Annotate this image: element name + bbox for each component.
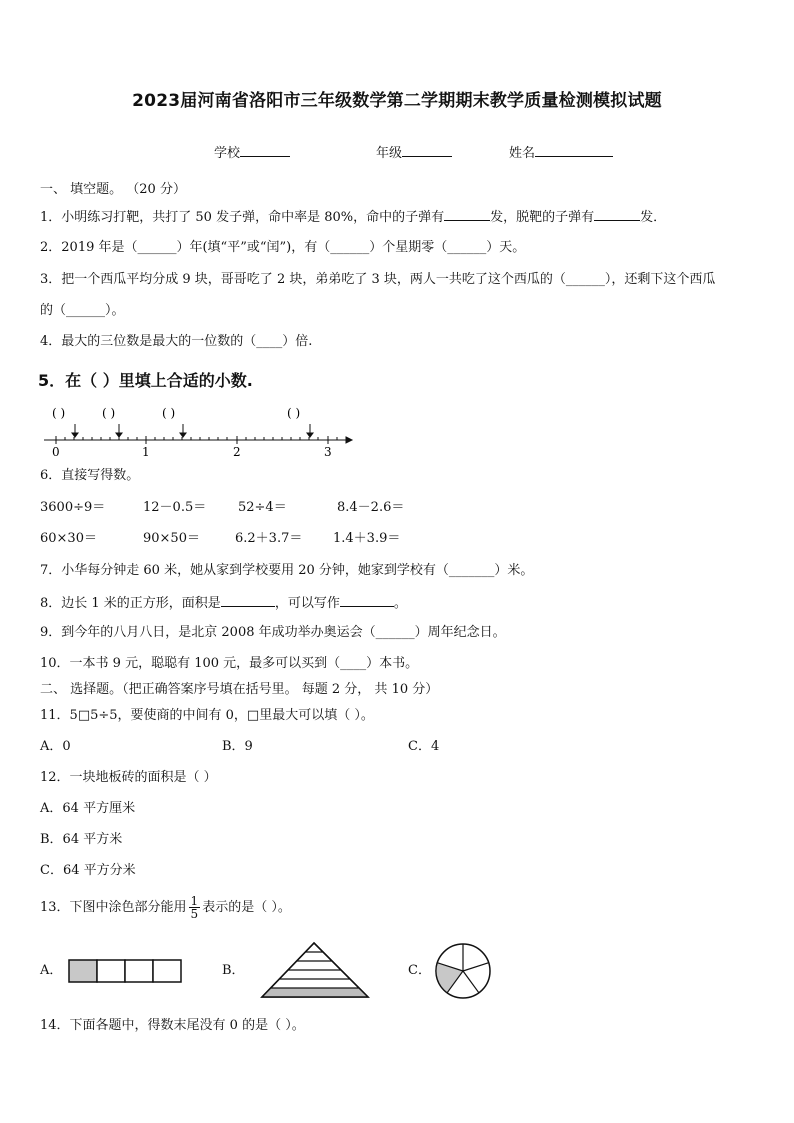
question-5: 5．在（ ）里填上合适的小数. [38, 371, 253, 390]
calc-item: 3600÷9＝ [40, 500, 106, 515]
question-1: 1．小明练习打靶，共打了 50 发子弹，命中率是 80%，命中的子弹有 发，脱靶的子弹有 发． [40, 210, 667, 225]
number-line-axis [44, 436, 352, 444]
q8-blank-1[interactable] [221, 594, 275, 607]
question-14: 14．下面各题中，得数末尾没有 0 的是（ ）。 [40, 1018, 305, 1033]
question-13: 13．下图中涂色部分能用 $\frac{1}{5}$ 表示的是（ ）。 [40, 894, 291, 921]
number-line-tick-0: 0 [52, 445, 60, 459]
number-line-tick-3: 3 [324, 445, 332, 459]
q12-option-c[interactable]: C．64 平方分米 [40, 863, 136, 878]
q1-blank-1[interactable] [444, 208, 490, 221]
q1-blank-2[interactable] [594, 208, 640, 221]
question-4: 4．最大的三位数是最大的一位数的（____）倍. [40, 334, 313, 349]
question-12: 12．一块地板砖的面积是（ ） [40, 770, 217, 785]
q13-option-b-figure[interactable] [256, 940, 376, 1002]
question-6: 6．直接写得数。 [40, 468, 140, 483]
q13-option-c-label[interactable]: C． [408, 963, 431, 978]
question-3-line-2: 的（______）。 [40, 303, 125, 318]
calc-item: 8.4－2.6＝ [337, 500, 405, 515]
question-9: 9．到今年的八月八日，是北京 2008 年成功举办奥运会（______）周年纪念日。 [40, 625, 506, 640]
number-line-figure [40, 400, 360, 460]
calc-item: 90×50＝ [143, 531, 200, 546]
calc-item: 1.4＋3.9＝ [333, 531, 401, 546]
grade-field: 年级 [376, 142, 452, 161]
q11-option-a[interactable]: A．0 [40, 739, 71, 754]
number-line-tick-1: 1 [142, 445, 150, 459]
q13-option-a-figure[interactable] [68, 958, 184, 984]
question-11: 11．5□5÷5，要使商的中间有 0，□里最大可以填（ ）。 [40, 708, 374, 723]
q13-option-c-figure[interactable] [432, 942, 494, 1000]
question-3-line-1: 3．把一个西瓜平均分成 9 块，哥哥吃了 2 块，弟弟吃了 3 块，两人一共吃了这个西瓜的（______），还剩下这个西瓜 [40, 272, 716, 287]
number-line-arrows [72, 424, 313, 437]
question-7: 7．小华每分钟走 60 米，她从家到学校要用 20 分钟，她家到学校有（_______）米。 [40, 563, 534, 578]
school-field: 学校 [214, 142, 290, 161]
number-line-box-4[interactable]: ( ) [287, 406, 301, 420]
number-line-tick-2: 2 [233, 445, 241, 459]
school-blank[interactable] [240, 144, 290, 157]
q12-option-b[interactable]: B．64 平方米 [40, 832, 123, 847]
name-field: 姓名 [509, 142, 613, 161]
number-line-box-1[interactable]: ( ) [52, 406, 66, 420]
q11-option-b[interactable]: B．9 [222, 739, 253, 754]
number-line-box-3[interactable]: ( ) [162, 406, 176, 420]
question-8: 8．边长 1 米的正方形，面积是 ，可以写作 。 [40, 596, 407, 611]
section-2-heading: 二、 选择题。（把正确答案序号填在括号里。 每题 2 分， 共 10 分） [40, 682, 439, 697]
q12-option-a[interactable]: A．64 平方厘米 [40, 801, 136, 816]
fraction-one-fifth: $\frac{1}{5}$ [190, 894, 199, 921]
q13-option-a-label[interactable]: A． [40, 963, 63, 978]
question-10: 10．一本书 9 元，聪聪有 100 元，最多可以买到（____）本书。 [40, 656, 419, 671]
calc-item: 52÷4＝ [238, 500, 287, 515]
page-title: 2023届河南省洛阳市三年级数学第二学期期末教学质量检测模拟试题 [132, 91, 662, 111]
section-1-heading: 一、 填空题。 （20 分） [40, 182, 186, 197]
name-blank[interactable] [535, 144, 613, 157]
calc-item: 60×30＝ [40, 531, 97, 546]
q13-option-b-label[interactable]: B． [222, 963, 245, 978]
calc-item: 6.2＋3.7＝ [235, 531, 303, 546]
q11-option-c[interactable]: C．4 [408, 739, 440, 754]
question-2: 2．2019 年是（______）年(填“平”或“闰”)，有（______）个星期零（______）天。 [40, 240, 526, 255]
q8-blank-2[interactable] [340, 594, 394, 607]
calc-item: 12－0.5＝ [143, 500, 207, 515]
grade-blank[interactable] [402, 144, 452, 157]
number-line-box-2[interactable]: ( ) [102, 406, 116, 420]
